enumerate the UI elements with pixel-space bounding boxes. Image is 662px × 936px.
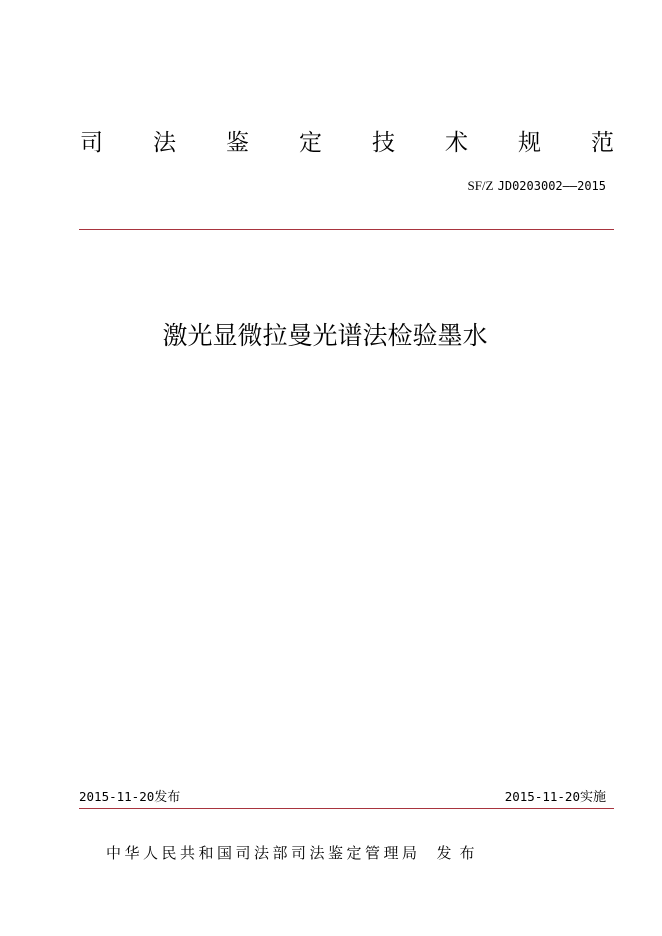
issuer-action: 发布 xyxy=(436,844,483,862)
title-char: 鉴 xyxy=(226,130,249,156)
publish-label: 发布 xyxy=(154,790,181,805)
issuer-name: 中华人民共和国司法部司法鉴定管理局 xyxy=(106,844,421,862)
publish-date-line xyxy=(79,787,180,808)
effective-date-line xyxy=(505,787,606,808)
effective-label: 实施 xyxy=(579,790,606,805)
standard-code-prefix: SF/Z xyxy=(467,178,494,193)
footer-divider xyxy=(79,808,614,809)
title-char: 术 xyxy=(445,130,468,156)
effective-date: 2015-11-20 xyxy=(504,789,580,804)
title-char: 范 xyxy=(591,130,614,156)
title-char: 定 xyxy=(299,130,322,156)
title-char: 司 xyxy=(80,130,103,156)
header-divider xyxy=(79,229,614,230)
title-char: 法 xyxy=(153,130,176,156)
issuer-line xyxy=(106,842,483,864)
document-title-block xyxy=(0,316,662,356)
publish-date: 2015-11-20 xyxy=(79,789,155,804)
title-char: 规 xyxy=(518,130,541,156)
standard-category-title xyxy=(80,126,614,160)
standard-code-number: JD0203002——2015 xyxy=(497,179,606,193)
standard-code xyxy=(467,176,606,197)
title-char: 技 xyxy=(372,130,395,156)
document-title: 激光显微拉曼光谱法检验墨水 xyxy=(162,321,488,350)
